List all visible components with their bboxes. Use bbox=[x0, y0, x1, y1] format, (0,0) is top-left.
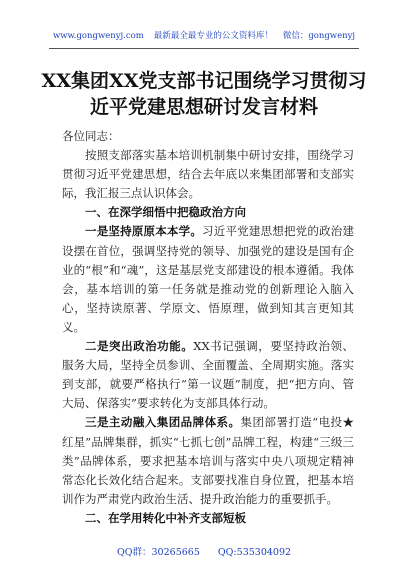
header-divider bbox=[49, 48, 359, 49]
point-1-text: 习近平党建思想把党的政治建设摆在首位，强调坚持党的领导、加强党的建设是国有企业的“根”和“魂”，这是基层党支部建设的根本遵循。我体会，基本培训的第一任务就是推动党的创新理论入脑入心，坚持读原著、学原文、悟原理，做到知其言更知其义。 bbox=[62, 224, 354, 334]
document-body bbox=[62, 127, 354, 528]
header-website: www.gongwenyj.com bbox=[52, 31, 144, 41]
point-2-text: XX书记强调，要坚持政治领、服务大局，坚持全员参训、全面覆盖、全周期实施。落实到支部，就要严格执行“第一议题”制度，把“把方向、管大局、保落实”要求转化为支部具体行动。 bbox=[62, 339, 355, 411]
footer-qq: QQ:535304092 bbox=[217, 547, 292, 558]
header-slogan: 最新最全最专业的公文资料库！ bbox=[153, 31, 273, 41]
page-footer bbox=[0, 547, 408, 559]
point-1-paragraph bbox=[62, 222, 354, 337]
header-wechat: 微信：gongwenyj bbox=[282, 31, 356, 41]
salutation: 各位同志： bbox=[62, 129, 120, 143]
document-title bbox=[30, 68, 378, 120]
point-3-lead: 三是主动融入集团品牌体系。 bbox=[85, 415, 241, 430]
title-line-1: XX集团XX党支部书记围绕学习贯彻习 bbox=[41, 70, 367, 92]
point-3-paragraph bbox=[62, 413, 354, 508]
point-3-text: 集团部署打造“电投★红星”品牌集群，抓实“七抓七创”品牌工程，构建“三级三类”品牌体系，要求把基本培训与落实中央八项规定精神常态化长效化结合起来。支部要找准自身位置，把基本培训作为严肃党内政治生活、提升政治能力的重要抓手。 bbox=[62, 415, 354, 506]
title-line-2: 近平党建思想研讨发言材料 bbox=[89, 96, 318, 118]
section-heading-1: 一、在深学细悟中把稳政治方向 bbox=[85, 205, 246, 220]
point-2-paragraph bbox=[62, 337, 354, 413]
page-header bbox=[0, 30, 408, 42]
point-1-lead: 一是坚持原原本本学。 bbox=[85, 224, 203, 239]
point-2-lead: 二是突出政治功能。 bbox=[85, 339, 194, 354]
footer-qq-group: QQ群：30265665 bbox=[116, 547, 200, 558]
intro-paragraph: 按照支部落实基本培训机制集中研讨安排，围绕学习贯彻习近平党建思想，结合去年底以来集团部署和支部实际，我汇报三点认识体会。 bbox=[62, 148, 354, 201]
section-heading-2: 二、在学用转化中补齐支部短板 bbox=[85, 510, 246, 525]
